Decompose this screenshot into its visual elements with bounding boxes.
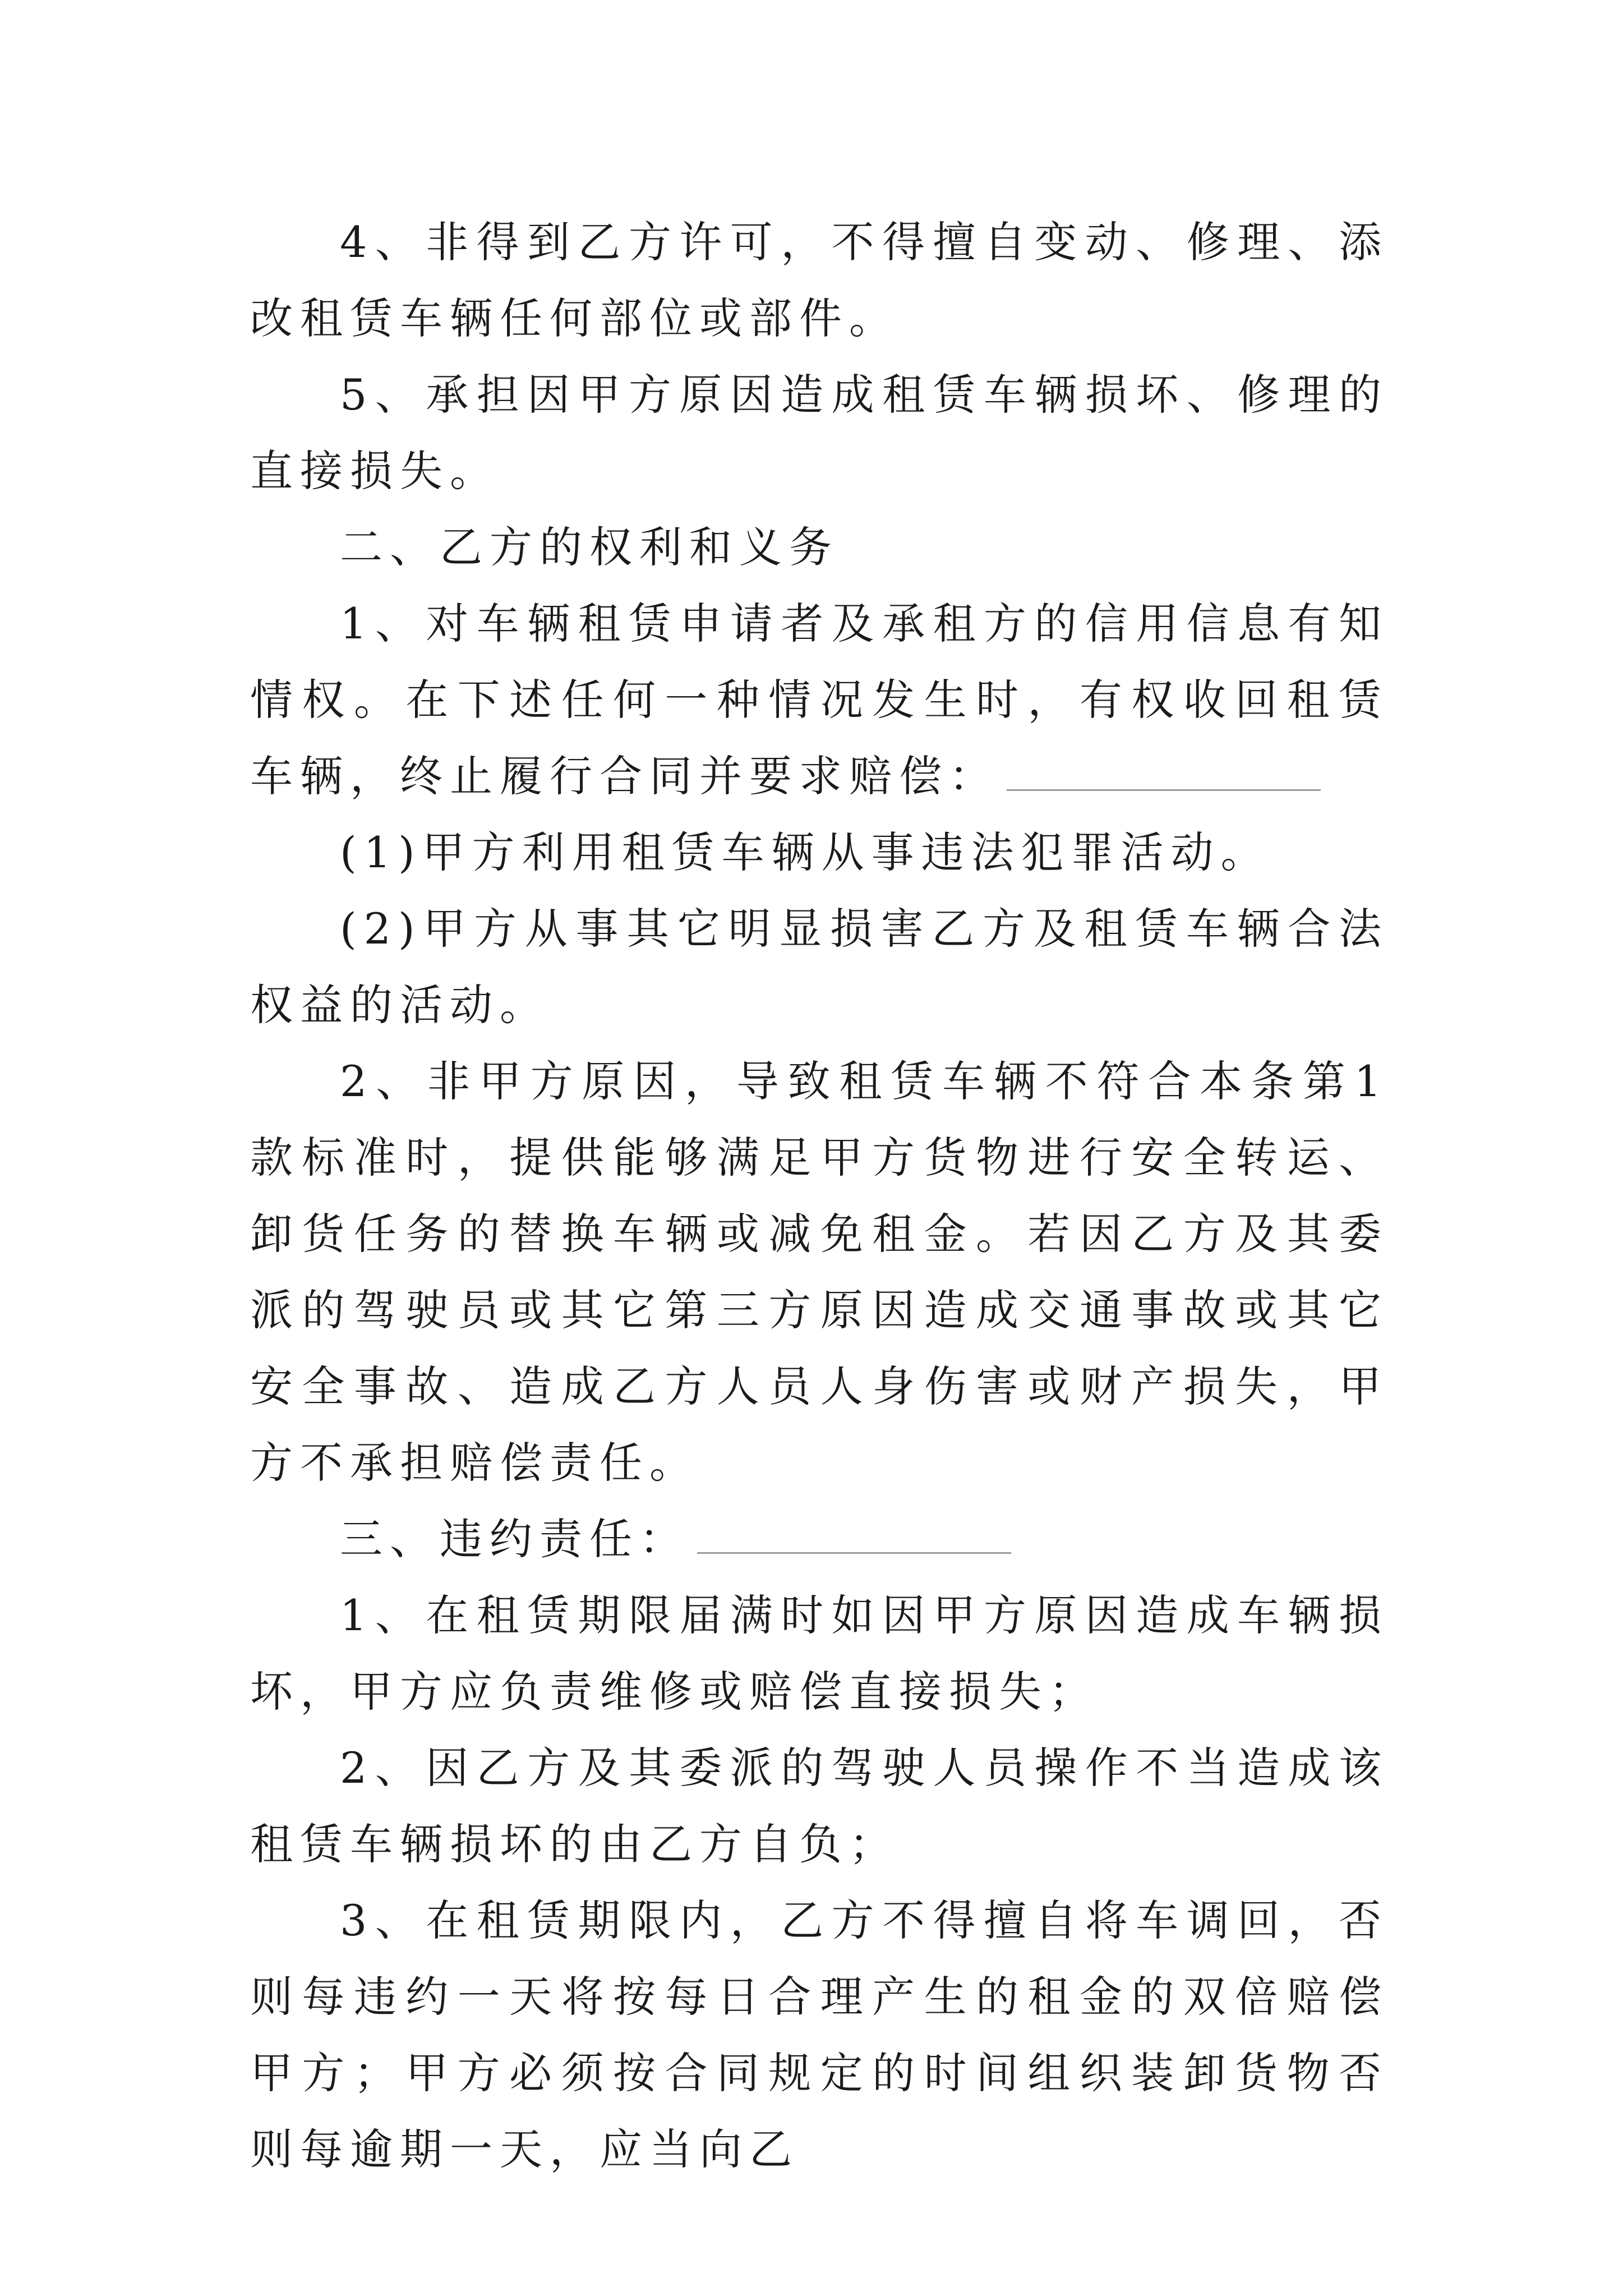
paragraph-clause-5: 5、承担因甲方原因造成租赁车辆损坏、修理的直接损失。 bbox=[250, 370, 1389, 496]
paragraph-item-1: (1)甲方利用租赁车辆从事违法犯罪活动。 bbox=[340, 827, 1271, 877]
paragraph-liability-1: 1、在租赁期限届满时如因甲方原因造成车辆损坏，甲方应负责维修或赔偿直接损失； bbox=[250, 1590, 1389, 1717]
fill-in-blank bbox=[1007, 787, 1321, 791]
section-heading-liability: 三、违约责任： bbox=[250, 1501, 1389, 1577]
paragraph-liability-3: 3、在租赁期限内，乙方不得擅自将车调回，否则每违约一天将按每日合理产生的租金的双倍赔偿甲方；甲方必须按合同规定的时间组织装卸货物否则每逾期一天，应当向乙 bbox=[250, 1895, 1389, 2174]
paragraph-clause-4: 4、非得到乙方许可，不得擅自变动、修理、添改租赁车辆任何部位或部件。 bbox=[250, 217, 1389, 343]
fill-in-blank bbox=[697, 1550, 1011, 1554]
paragraph-right-2: 2、非甲方原因，导致租赁车辆不符合本条第1款标准时，提供能够满足甲方货物进行安全转运、卸货任务的替换车辆或减免租金。若因乙方及其委派的驾驶员或其它第三方原因造成交通事故或其它安全事故、造成乙方人员人身伤害或财产损失，甲方不承担赔偿责任。 bbox=[250, 1056, 1389, 1488]
paragraph-right-1: 1、对车辆租赁申请者及承租方的信用信息有知情权。在下述任何一种情况发生时，有权收回租赁车辆，终止履行合同并要求赔偿： bbox=[250, 599, 1389, 801]
section-heading-party-b-rights: 二、乙方的权利和义务 bbox=[340, 522, 839, 572]
paragraph-liability-2: 2、因乙方及其委派的驾驶人员操作不当造成该租赁车辆损坏的由乙方自负； bbox=[250, 1743, 1389, 1869]
contract-body bbox=[250, 204, 1389, 2188]
paragraph-item-2: (2)甲方从事其它明显损害乙方及租赁车辆合法权益的活动。 bbox=[250, 904, 1389, 1030]
